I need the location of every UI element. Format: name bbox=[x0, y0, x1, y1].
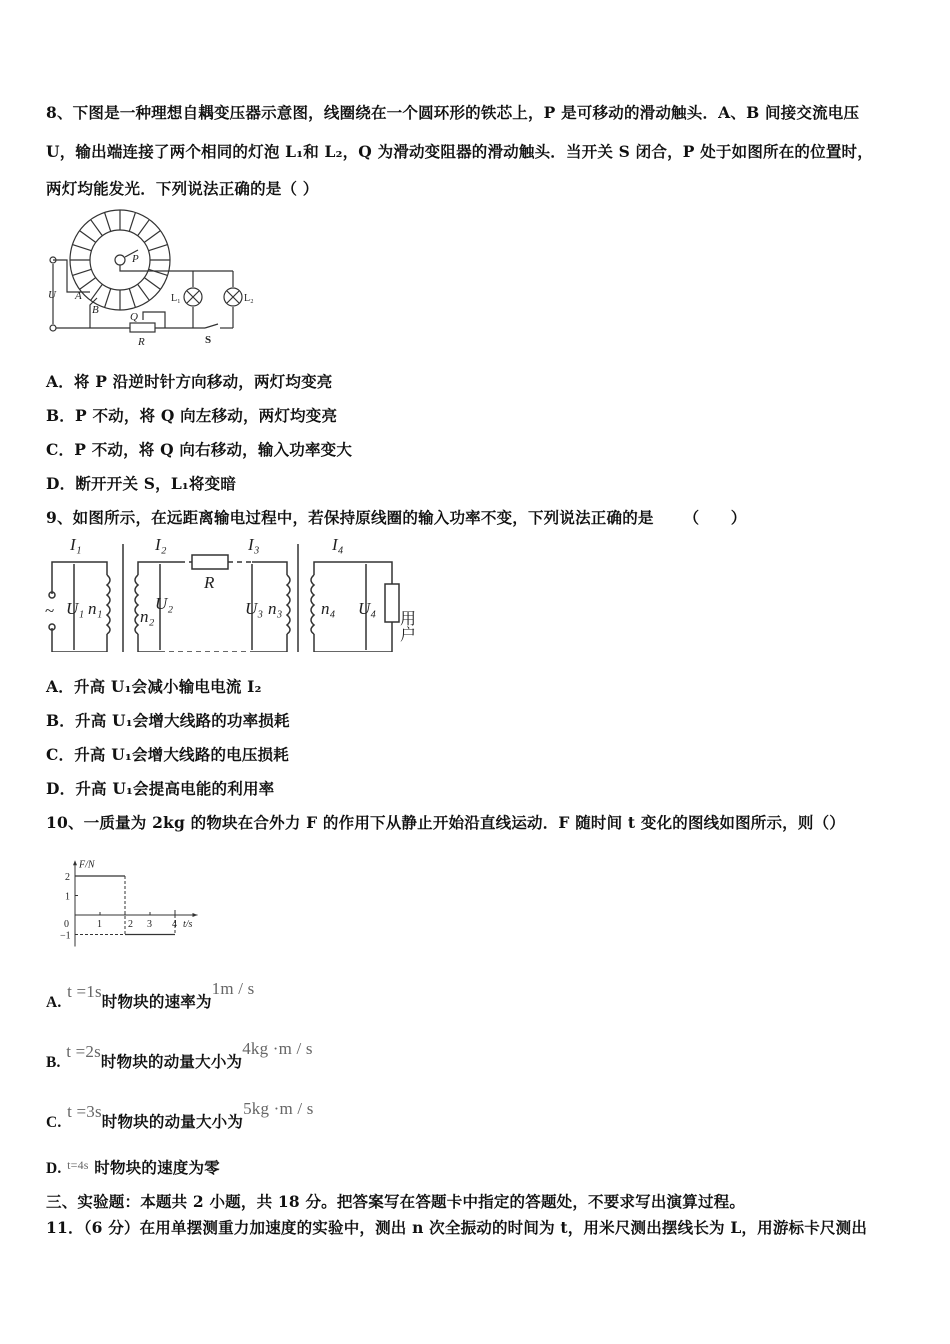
coil-winding bbox=[105, 212, 111, 231]
coil-winding bbox=[72, 269, 91, 275]
q10-option-a bbox=[46, 979, 255, 1012]
y-tick-label: 2 bbox=[65, 872, 70, 883]
q8-stem-line-2: U，输出端连接了两个相同的灯泡 L₁和 L₂，Q 为滑动变阻器的滑动触头．当开关 S 闭合，P 处于如图所在的位置时， bbox=[46, 142, 873, 161]
q9-option-c: C．升高 U₁会增大线路的电压损耗 bbox=[46, 745, 289, 764]
autotransformer-diagram bbox=[40, 200, 270, 350]
q10-stem: 10、一质量为 2kg 的物块在合外力 F 的作用下从静止开始沿直线运动．F 随时间 t 变化的图线如图所示，则（） bbox=[46, 813, 845, 832]
label-n2: n₂ bbox=[140, 607, 155, 626]
label-n4: n₄ bbox=[321, 599, 336, 618]
label-n3: n₃ bbox=[268, 599, 283, 618]
coil-winding bbox=[91, 220, 103, 236]
option-letter: B. bbox=[46, 1054, 61, 1071]
coil-winding bbox=[144, 278, 160, 290]
option-time: t =2s bbox=[66, 1042, 101, 1061]
power-transmission-diagram bbox=[40, 532, 440, 652]
option-text: 时物块的速度为零 bbox=[94, 1158, 220, 1177]
option-time: t =1s bbox=[67, 982, 102, 1001]
force-time-chart bbox=[55, 848, 215, 948]
q9-option-d: D．升高 U₁会提高电能的利用率 bbox=[46, 779, 275, 798]
option-text: 时物块的动量大小为 bbox=[101, 1112, 244, 1131]
q8-option-d: D．断开开关 S，L₁将变暗 bbox=[46, 474, 237, 493]
q9-option-a: A．升高 U₁会减小输电电流 I₂ bbox=[46, 677, 262, 696]
y-axis-label: F/N bbox=[79, 859, 95, 871]
coil-winding bbox=[129, 289, 135, 308]
section-3-heading: 三、实验题：本题共 2 小题，共 18 分。把答案写在答题卡中指定的答题处，不要求写出演算过程。 bbox=[46, 1192, 746, 1211]
label-L2: L₂ bbox=[244, 293, 254, 304]
option-letter: A. bbox=[46, 994, 62, 1011]
label-U3: U₃ bbox=[245, 599, 264, 618]
q8-stem-line-3: 两灯均能发光．下列说法正确的是（ ） bbox=[46, 179, 319, 198]
x-tick-label: 3 bbox=[147, 919, 152, 930]
coil-winding bbox=[80, 278, 96, 290]
label-U4: U₄ bbox=[358, 599, 377, 618]
ac-source-symbol: ~ bbox=[45, 601, 55, 620]
coil-winding bbox=[72, 245, 91, 251]
label-Q: Q bbox=[130, 311, 138, 323]
q9-stem bbox=[46, 506, 746, 528]
x-tick-label: 1 bbox=[97, 919, 102, 930]
option-text: 时物块的速率为 bbox=[101, 992, 212, 1011]
option-value: 1m / s bbox=[211, 979, 255, 998]
label-U: U bbox=[48, 289, 56, 301]
x-tick-label: 0 bbox=[64, 919, 69, 930]
option-time: t=4s bbox=[67, 1158, 89, 1172]
label-B: B bbox=[92, 304, 99, 316]
label-I3: I₃ bbox=[248, 535, 260, 554]
coil-winding bbox=[129, 212, 135, 231]
x-tick-label: 4 bbox=[172, 919, 177, 930]
q10-option-b bbox=[46, 1039, 313, 1072]
option-value: 5kg ·m / s bbox=[243, 1099, 314, 1118]
label-R: R bbox=[138, 336, 145, 348]
question-11: 11．（6 分）在用单摆测重力加速度的实验中，测出 n 次全振动的时间为 t，用米尺测出摆线长为 L，用游标卡尺测出 bbox=[46, 1218, 868, 1237]
label-I2: I₂ bbox=[155, 535, 167, 554]
option-value: 4kg ·m / s bbox=[242, 1039, 313, 1058]
label-P: P bbox=[132, 253, 139, 265]
q9-stem-text: 9、如图所示，在远距离输电过程中，若保持原线圈的输入功率不变，下列说法正确的是 bbox=[46, 508, 654, 527]
label-L1: L₁ bbox=[171, 293, 181, 304]
q8-option-a: A．将 P 沿逆时针方向移动，两灯均变亮 bbox=[46, 372, 333, 391]
label-U2: U₂ bbox=[155, 594, 174, 613]
coil-winding bbox=[138, 220, 150, 236]
y-tick-label: 1 bbox=[65, 891, 70, 903]
q10-option-c bbox=[46, 1099, 314, 1132]
q9-answer-bracket: （ ） bbox=[683, 508, 747, 527]
option-time: t =3s bbox=[67, 1102, 102, 1121]
label-I4: I₄ bbox=[332, 535, 344, 554]
coil-winding bbox=[105, 289, 111, 308]
q9-option-b: B．升高 U₁会增大线路的功率损耗 bbox=[46, 711, 290, 730]
option-text: 时物块的动量大小为 bbox=[100, 1052, 243, 1071]
label-S: S bbox=[205, 334, 212, 346]
label-I1: I₁ bbox=[70, 535, 82, 554]
coil-winding bbox=[138, 284, 150, 300]
label-U1: U₁ bbox=[66, 599, 85, 618]
option-letter: C. bbox=[46, 1114, 62, 1131]
x-tick-label: 2 bbox=[128, 919, 133, 930]
label-user: 用户 bbox=[397, 610, 415, 642]
x-axis-label: t/s bbox=[183, 919, 193, 930]
q8-option-c: C．P 不动，将 Q 向右移动，输入功率变大 bbox=[46, 440, 353, 459]
label-n1: n₁ bbox=[88, 599, 103, 618]
coil-winding bbox=[144, 231, 160, 243]
label-A: A bbox=[75, 290, 82, 302]
q8-stem-line-1: 8、下图是一种理想自耦变压器示意图，线圈绕在一个圆环形的铁芯上，P 是可移动的滑动触头．A、B 间接交流电压 bbox=[46, 103, 860, 122]
coil-winding bbox=[80, 231, 96, 243]
y-tick-label: −1 bbox=[60, 930, 71, 942]
q10-option-d bbox=[46, 1156, 220, 1178]
coil-winding bbox=[149, 269, 168, 275]
coil-winding bbox=[149, 245, 168, 251]
q8-option-b: B．P 不动，将 Q 向左移动，两灯均变亮 bbox=[46, 406, 338, 425]
option-letter: D. bbox=[46, 1160, 62, 1177]
label-R: R bbox=[204, 573, 215, 592]
